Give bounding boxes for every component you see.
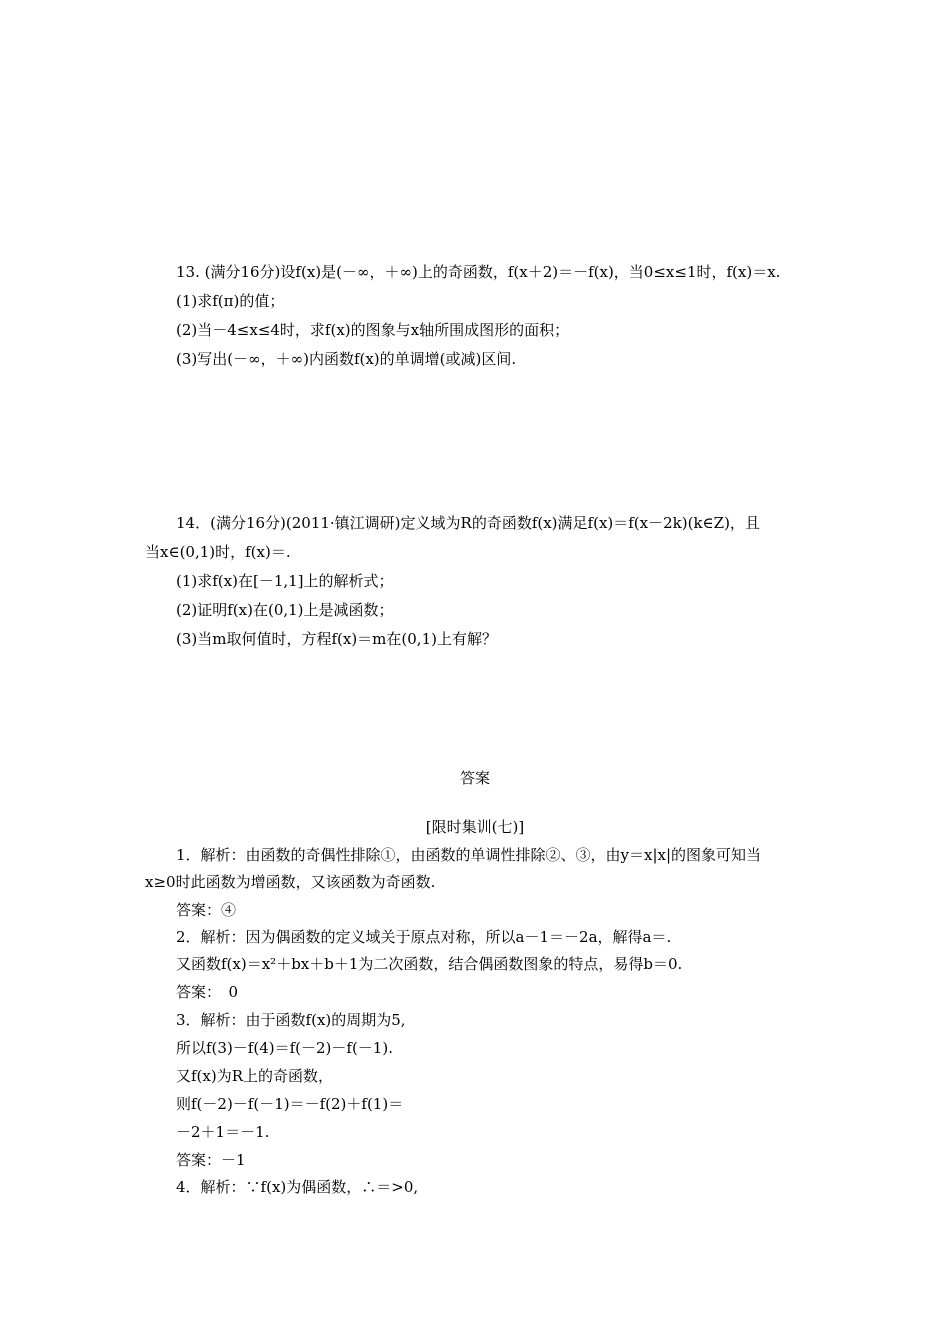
answer-line: 3．解析：由于函数f(x)的周期为5,: [176, 1011, 406, 1029]
answer-line: 又f(x)为R上的奇函数，: [176, 1067, 334, 1085]
q14-part-1: (1)求f(x)在[－1,1]上的解析式；: [176, 572, 394, 590]
q14-part-3: (3)当m取何值时，方程f(x)＝m在(0,1)上有解？: [176, 630, 497, 648]
answers-heading: 答案: [459, 769, 490, 787]
answers-subheading: [限时集训(七)]: [425, 818, 525, 836]
answer-line: －2＋1＝－1.: [176, 1123, 270, 1141]
answer-line: 又函数f(x)＝x²＋bx＋b＋1为二次函数，结合偶函数图象的特点，易得b＝0.: [176, 955, 683, 973]
answer-line: x≥0时此函数为增函数，又该函数为奇函数.: [145, 873, 436, 891]
answer-line: 所以f(3)－f(4)＝f(－2)－f(－1).: [176, 1039, 393, 1057]
answer-line: 答案： 0: [176, 983, 239, 1001]
answer-line: 1．解析：由函数的奇偶性排除①，由函数的单调性排除②、③，由y＝x|x|的图象可知当: [176, 846, 762, 864]
q13-part-2: (2)当－4≤x≤4时，求f(x)的图象与x轴所围成图形的面积；: [176, 321, 570, 339]
q13-stem: 13. (满分16分)设f(x)是(－∞，＋∞)上的奇函数，f(x＋2)＝－f(x)，当0≤x≤1时，f(x)＝x.: [176, 263, 781, 281]
answer-line: 2．解析：因为偶函数的定义域关于原点对称，所以a－1＝－2a，解得a＝.: [176, 928, 672, 946]
q14-stem: 14．(满分16分)(2011·镇江调研)定义域为R的奇函数f(x)满足f(x)＝f(x－2k)(k∈Z)，且: [176, 514, 760, 532]
q13-part-3: (3)写出(－∞，＋∞)内函数f(x)的单调增(或减)区间.: [176, 350, 517, 368]
q14-stem-cont: 当x∈(0,1)时，f(x)＝.: [145, 543, 291, 561]
q13-part-1: (1)求f(π)的值；: [176, 292, 285, 310]
answer-line: 4．解析：∵f(x)为偶函数，∴＝>0,: [176, 1178, 419, 1196]
answer-line: 答案：－1: [176, 1151, 246, 1169]
answer-line: 则f(－2)－f(－1)＝－f(2)＋f(1)＝: [176, 1095, 404, 1113]
answer-line: 答案：④: [176, 901, 237, 919]
q14-part-2: (2)证明f(x)在(0,1)上是减函数；: [176, 601, 394, 619]
